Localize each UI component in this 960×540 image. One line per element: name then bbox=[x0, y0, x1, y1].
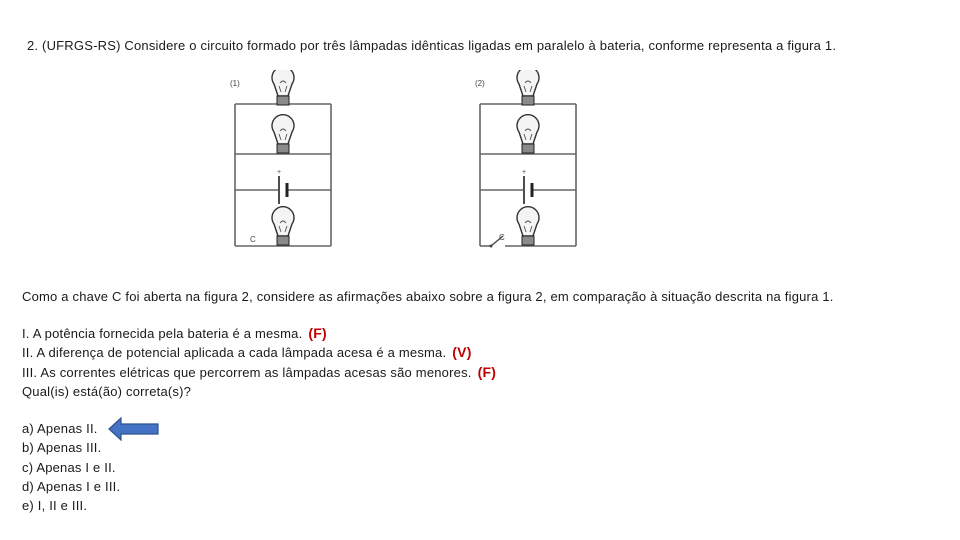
lamp-icon bbox=[272, 207, 294, 245]
statement-3 bbox=[22, 364, 496, 380]
lamp-icon bbox=[517, 207, 539, 245]
svg-text:+: + bbox=[277, 169, 282, 176]
lamp-icon bbox=[272, 70, 294, 105]
option-d: d) Apenas I e III. bbox=[22, 479, 121, 494]
statement-text: II. A diferença de potencial aplicada a cada lâmpada acesa é a mesma. bbox=[22, 345, 447, 360]
statement-1 bbox=[22, 325, 327, 341]
option-b: b) Apenas III. bbox=[22, 440, 102, 455]
battery-icon bbox=[277, 169, 287, 204]
statement-mark: (F) bbox=[308, 325, 327, 341]
option-e: e) I, II e III. bbox=[22, 498, 88, 513]
statement-text: III. As correntes elétricas que percorrem as lâmpadas acesas são menores. bbox=[22, 365, 472, 380]
statement-2 bbox=[22, 344, 472, 360]
question-title: 2. (UFRGS-RS) Considere o circuito formado por três lâmpadas idênticas ligadas em paralelo à bateria, conforme representa a figura 1. bbox=[27, 38, 837, 53]
switch-label: C bbox=[250, 235, 256, 244]
lamp-icon bbox=[517, 70, 539, 105]
lamp-icon bbox=[272, 115, 294, 153]
statement-mark: (V) bbox=[452, 344, 472, 360]
svg-text:+: + bbox=[522, 169, 527, 176]
battery-icon bbox=[522, 169, 532, 204]
lamp-icon bbox=[517, 115, 539, 153]
statement-mark: (F) bbox=[477, 364, 497, 380]
question-prompt: Qual(is) está(ão) correta(s)? bbox=[22, 384, 192, 399]
option-c: c) Apenas I e II. bbox=[22, 460, 116, 475]
figure-2-label: (2) bbox=[475, 79, 485, 88]
option-a: a) Apenas II. bbox=[22, 421, 98, 436]
statement-text: I. A potência fornecida pela bateria é a mesma. bbox=[22, 326, 303, 341]
question-intro: Como a chave C foi aberta na figura 2, considere as afirmações abaixo sobre a figura 2, em comparação à situação descrita na figura 1. bbox=[22, 289, 834, 304]
left-arrow-icon bbox=[108, 416, 160, 442]
circuit-figure-1 bbox=[228, 70, 338, 250]
switch-label: C bbox=[499, 233, 505, 242]
figure-1-label: (1) bbox=[230, 79, 240, 88]
circuit-figure-2 bbox=[473, 70, 583, 250]
